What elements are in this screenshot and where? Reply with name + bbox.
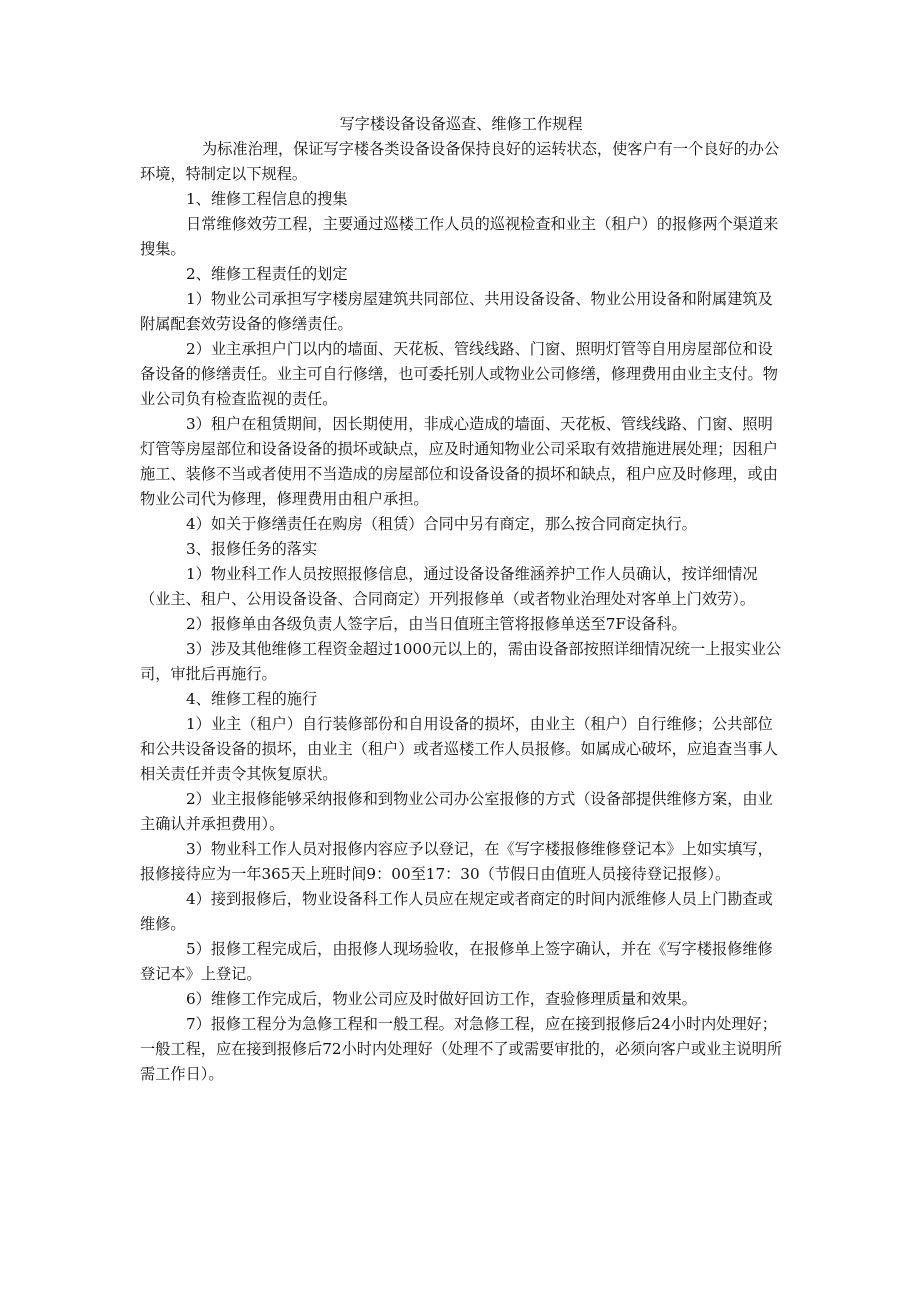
section-paragraph: 4）接到报修后，物业设备科工作人员应在规定或者商定的时间内派维修人员上门勘查或维修。 (140, 890, 773, 933)
document-title: 写字楼设备设备巡查、维修工作规程 (339, 115, 583, 133)
section-paragraph: 5）报修工程完成后，由报修人现场验收，在报修单上签字确认，并在《写字楼报修维修登记本》上登记。 (140, 940, 773, 983)
section-paragraph: 3）涉及其他维修工程资金超过1000元以上的，需由设备部按照详细情况统一上报实业公司，审批后再施行。 (140, 640, 782, 683)
section-heading: 2、维修工程责任的划定 (186, 265, 348, 283)
section-paragraph: 日常维修效劳工程，主要通过巡楼工作人员的巡视检查和业主（租户）的报修两个渠道来搜集。 (140, 215, 779, 258)
section-paragraph: 1）物业公司承担写字楼房屋建筑共同部位、共用设备设备、物业公用设备和附属建筑及附属配套效劳设备的修缮责任。 (140, 290, 773, 333)
section-paragraph: 7）报修工程分为急修工程和一般工程。对急修工程，应在接到报修后24小时内处理好；一般工程，应在接到报修后72小时内处理好（处理不了或需要审批的，必须向客户或业主说明所需工作日）。 (140, 1015, 783, 1083)
section-paragraph: 2）业主承担户门以内的墙面、天花板、管线线路、门窗、照明灯管等自用房屋部位和设备设备的修缮责任。业主可自行修缮，也可委托别人或物业公司修缮，修理费用由业主支付。物业公司负有检查监视的责任。 (140, 340, 778, 408)
section-heading: 3、报修任务的落实 (186, 540, 318, 558)
section-paragraph: 3）租户在租赁期间，因长期使用，非成心造成的墙面、天花板、管线线路、门窗、照明灯管等房屋部位和设备设备的损坏或缺点，应及时通知物业公司采取有效措施进展处理；因租户施工、装修不当或者使用不当造成的房屋部位和设备设备的损坏和缺点，租户应及时修理，或由物业公司代为修理，修理费用由租户承担。 (140, 415, 778, 508)
section-paragraph: 2）报修单由各级负责人签字后，由当日值班主管将报修单送至7F设备科。 (186, 615, 687, 633)
section-paragraph: 6）维修工作完成后，物业公司应及时做好回访工作，查验修理质量和效果。 (186, 990, 697, 1008)
section-paragraph: 1）物业科工作人员按照报修信息，通过设备设备维涵养护工作人员确认，按详细情况（业主、租户、公用设备设备、合同商定）开列报修单（或者物业治理处对客单上门效劳）。 (140, 565, 758, 608)
section-paragraph: 2）业主报修能够采纳报修和到物业公司办公室报修的方式（设备部提供维修方案，由业主确认并承担费用）。 (140, 790, 773, 833)
intro-paragraph: 为标准治理，保证写字楼各类设备设备保持良好的运转状态，使客户有一个良好的办公环境，特制定以下规程。 (140, 140, 780, 183)
section-heading: 4、维修工程的施行 (186, 690, 318, 708)
section-paragraph: 4）如关于修缮责任在购房（租赁）合同中另有商定，那么按合同商定执行。 (186, 515, 697, 533)
section-heading: 1、维修工程信息的搜集 (186, 190, 348, 208)
section-paragraph: 3）物业科工作人员对报修内容应予以登记，在《写字楼报修维修登记本》上如实填写，报修接待应为一年365天上班时间9：00至17：30（节假日由值班人员接待登记报修）。 (140, 840, 773, 883)
section-paragraph: 1）业主（租户）自行装修部份和自用设备的损坏，由业主（租户）自行维修；公共部位和公共设备设备的损坏，由业主（租户）或者巡楼工作人员报修。如属成心破坏，应追查当事人相关责任并责令其恢复原状。 (140, 715, 778, 783)
